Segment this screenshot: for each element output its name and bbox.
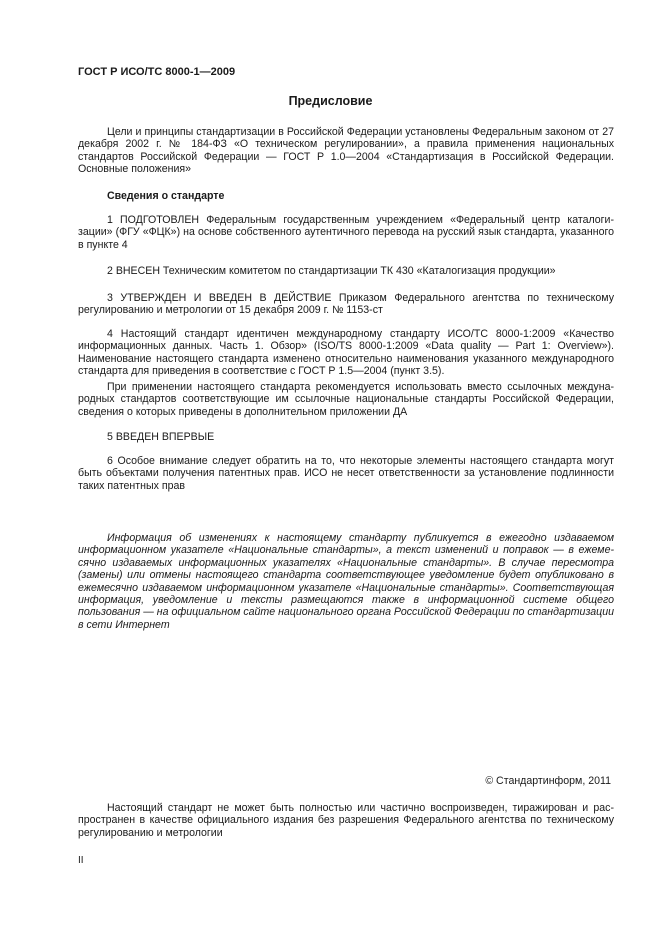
page-title: Предисловие bbox=[288, 94, 373, 108]
item-1-paragraph: 1 ПОДГОТОВЛЕН Федеральным государственным учреждением «Федеральный центр каталогизации» (ФГУ «ФЦК») на основе собственного аутентичного перевода на русский язык стандарта, указанного в пункте 4 bbox=[78, 214, 614, 251]
document-code-header: ГОСТ Р ИСО/ТС 8000-1—2009 bbox=[78, 66, 236, 78]
standard-info-heading: Сведения о стандарте bbox=[107, 190, 225, 202]
item-6-paragraph: 6 Особое внимание следует обратить на то, что некоторые элементы настоящего стандарта могут быть объектами получения патентных прав. ИСО не несет ответственности за установление подлинности таких патентных прав bbox=[78, 455, 614, 492]
changes-notice-paragraph: Информация об изменениях к настоящему стандарту публикуется в ежегодно издаваемом информационном указателе «Национальные стандарты», а текст изменений и поправок — в ежемесячно издаваемых информационных указателях «Национальные стандарты». В случае пересмотра (замены) или отмены настоящего стандарта соответствующее уведомление будет опубликовано в ежемесячно издаваемом информационном указателе «Национальные стандарты». Соответствующая информация, уведомление и тексты размещаются также в информационной системе общего пользования — на официальном сайте национального органа Российской Федерации по стандартизации в сети Интернет bbox=[78, 532, 614, 631]
item-3-paragraph: 3 УТВЕРЖДЕН И ВВЕДЕН В ДЕЙСТВИЕ Приказом Федерального агентства по техническому регулированию и метрологии от 15 декабря 2009 г. № 1153-ст bbox=[78, 292, 614, 317]
intro-paragraph: Цели и принципы стандартизации в Российской Федерации установлены Федеральным законом от 27 декабря 2002 г. № 184-ФЗ «О техническом регулировании», а правила применения национальных стандартов Российской Федерации — ГОСТ Р 1.0—2004 «Стандартизация в Российской Федерации. Основные положения» bbox=[78, 126, 614, 176]
item-4-paragraph: 4 Настоящий стандарт идентичен международному стандарту ИСО/ТС 8000-1:2009 «Качество информационных данных. Часть 1. Обзор» (ISO/TS 8000-1:2009 «Data quality — Part 1: Overview»). Наименование настоящего стандарта изменено относительно наименования указанного международного стандарта для приведения в соответствие с ГОСТ Р 1.5—2004 (пункт 3.5). bbox=[78, 328, 614, 378]
item-4-note-paragraph: При применении настоящего стандарта рекомендуется использовать вместо ссылочных международных стандартов соответствующие им ссылочные национальные стандарты Российской Федерации, сведения о которых приведены в дополнительном приложении ДА bbox=[78, 381, 614, 418]
item-5-paragraph: 5 ВВЕДЕН ВПЕРВЫЕ bbox=[107, 431, 215, 443]
item-2-paragraph: 2 ВНЕСЕН Техническим комитетом по стандартизации ТК 430 «Каталогизация продукции» bbox=[107, 265, 556, 277]
copyright-notice: © Стандартинформ, 2011 bbox=[485, 775, 611, 787]
reproduction-notice-paragraph: Настоящий стандарт не может быть полностью или частично воспроизведен, тиражирован и распространен в качестве официального издания без разрешения Федерального агентства по техническому регулированию и метрологии bbox=[78, 802, 614, 839]
page-number: II bbox=[78, 855, 84, 866]
